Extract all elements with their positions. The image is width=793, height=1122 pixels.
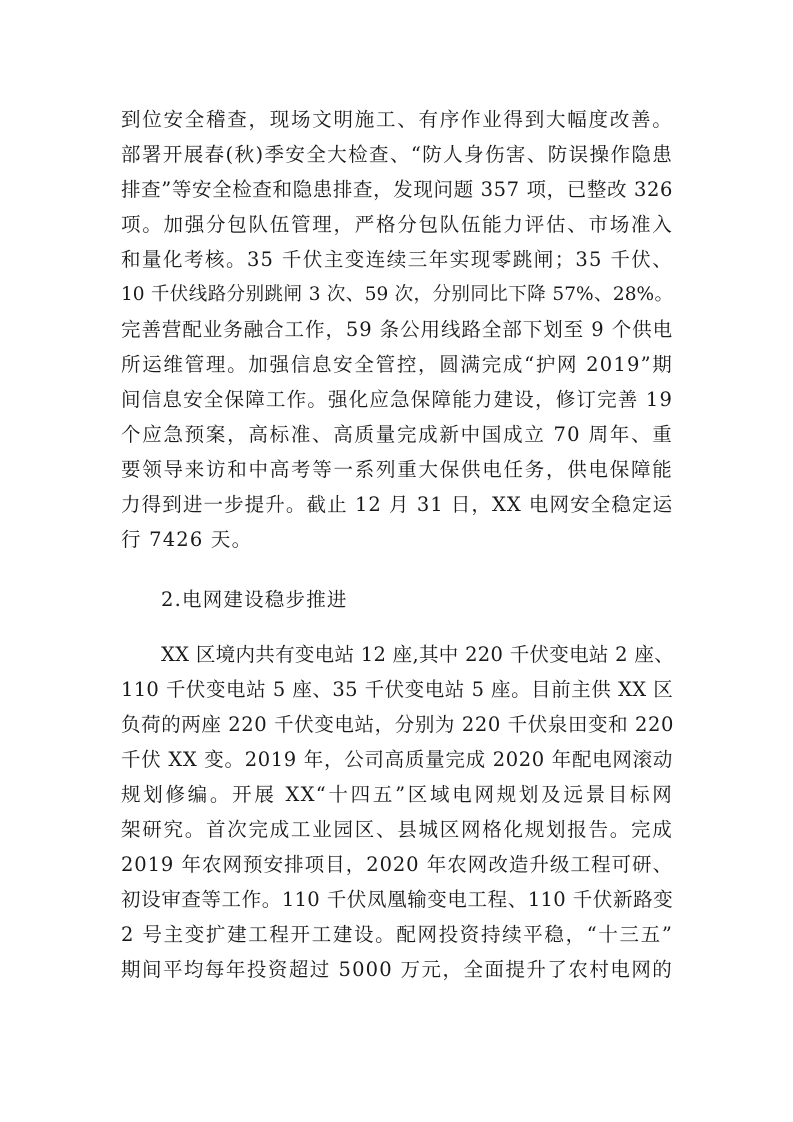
paragraph-line: 2019 年农网预安排项目，2020 年农网改造升级工程可研、 [121,853,673,876]
paragraph-line: 千伏 XX 变。2019 年，公司高质量完成 2020 年配电网滚动 [121,748,673,771]
paragraph-line: 期间平均每年投资超过 5000 万元，全面提升了农村电网的 [121,958,673,981]
paragraph-line: 负荷的两座 220 千伏变电站，分别为 220 千伏泉田变和 220 [121,713,675,736]
paragraph-line: 所运维管理。加强信息安全管控，圆满完成“护网 2019”期 [121,353,673,376]
paragraph-line: 2 号主变扩建工程开工建设。配网投资持续平稳，“十三五” [121,923,673,946]
paragraph-line: 和量化考核。35 千伏主变连续三年实现零跳闸；35 千伏、 [121,248,673,271]
paragraph-line: 10 千伏线路分别跳闸 3 次、59 次，分别同比下降 57%、28%。 [121,284,673,305]
paragraph-line: 间信息安全保障工作。强化应急保障能力建设，修订完善 19 [121,388,674,411]
paragraph-line: 初设审查等工作。110 千伏凤凰输变电工程、110 千伏新路变 [121,888,673,911]
paragraph-line: 部署开展春(秋)季安全大检查、“防人身伤害、防误操作隐患 [121,143,673,166]
paragraph-line: 架研究。首次完成工业园区、县城区网格化规划报告。完成 [121,818,673,841]
paragraph-line: XX 区境内共有变电站 12 座,其中 220 千伏变电站 2 座、 [161,643,674,666]
paragraph-line: 力得到进一步提升。截止 12 月 31 日，XX 电网安全稳定运 [121,493,673,516]
paragraph-line: 要领导来访和中高考等一系列重大保供电任务，供电保障能 [121,458,673,481]
section-heading: 2.电网建设稳步推进 [161,588,348,611]
paragraph-line: 规划修编。开展 XX“十四五”区域电网规划及远景目标网 [121,783,673,806]
paragraph-line: 个应急预案，高标准、高质量完成新中国成立 70 周年、重 [121,423,673,446]
paragraph-line: 行 7426 天。 [121,528,253,551]
paragraph-line: 完善营配业务融合工作，59 条公用线路全部下划至 9 个供电 [121,318,673,341]
paragraph-line: 110 千伏变电站 5 座、35 千伏变电站 5 座。目前主供 XX 区 [121,678,673,701]
paragraph-line: 项。加强分包队伍管理，严格分包队伍能力评估、市场准入 [121,213,673,236]
paragraph-line: 到位安全稽查，现场文明施工、有序作业得到大幅度改善。 [121,108,673,131]
paragraph-line: 排查”等安全检查和隐患排查，发现问题 357 项，已整改 326 [121,178,673,201]
